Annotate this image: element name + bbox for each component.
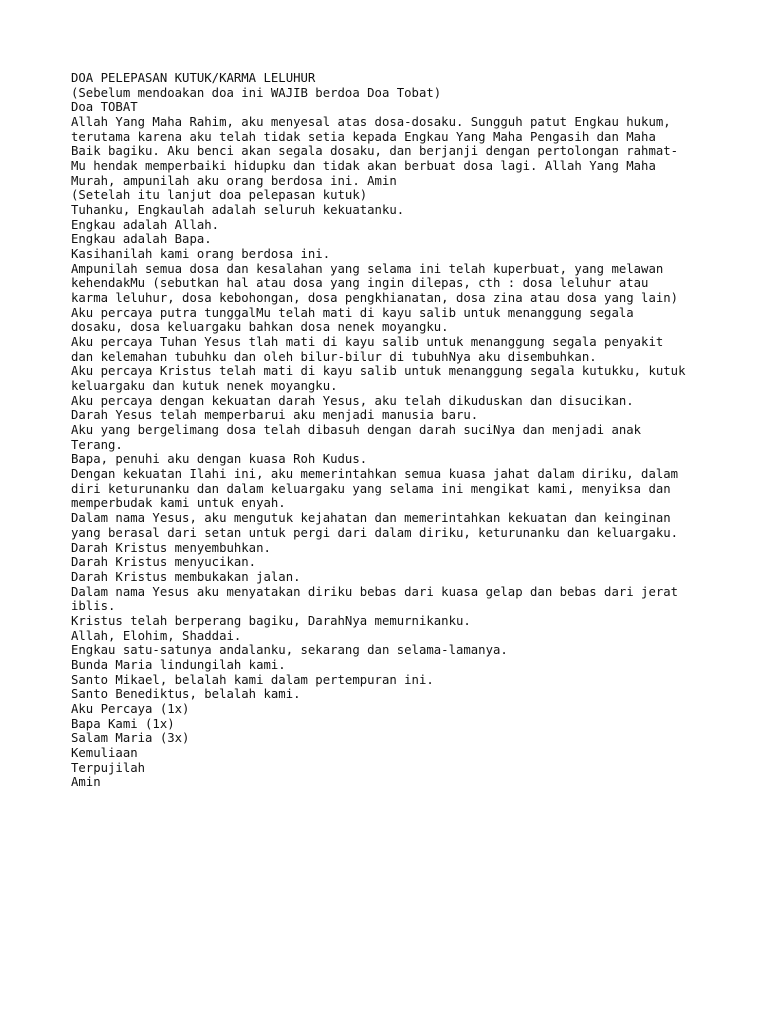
- document-line: Kristus telah berperang bagiku, DarahNya memurnikanku.: [71, 613, 471, 628]
- document-line: Darah Yesus telah memperbarui aku menjadi manusia baru.: [71, 408, 479, 423]
- document-line: Santo Benediktus, belalah kami.: [71, 687, 301, 702]
- document-line: Baik bagiku. Aku benci akan segala dosaku, dan berjanji dengan pertolongan rahmat-: [71, 144, 679, 159]
- document-line: Aku yang bergelimang dosa telah dibasuh dengan darah suciNya dan menjadi anak: [71, 423, 642, 438]
- document-line: (Setelah itu lanjut doa pelepasan kutuk): [71, 188, 368, 203]
- document-line: Darah Kristus menyucikan.: [71, 555, 257, 570]
- document-line: iblis.: [71, 599, 116, 614]
- section-heading: Doa TOBAT: [71, 100, 138, 115]
- document-line: Dengan kekuatan Ilahi ini, aku memerintahkan semua kuasa jahat dalam diriku, dalam: [71, 467, 679, 482]
- document-line: Terpujilah: [71, 760, 146, 775]
- document-line: Murah, ampunilah aku orang berdosa ini. Amin: [71, 173, 397, 188]
- document-line: Allah Yang Maha Rahim, aku menyesal atas dosa-dosaku. Sungguh patut Engkau hukum,: [71, 115, 671, 130]
- document-line: keluargaku dan kutuk nenek moyangku.: [71, 379, 338, 394]
- document-line: Aku percaya Tuhan Yesus tlah mati di kayu salib untuk menanggung segala penyakit: [71, 335, 664, 350]
- document-line: Darah Kristus menyembuhkan.: [71, 540, 271, 555]
- document-line: Engkau satu-satunya andalanku, sekarang dan selama-lamanya.: [71, 643, 508, 658]
- document-line: Engkau adalah Allah.: [71, 217, 220, 232]
- document-line: Aku percaya putra tunggalMu telah mati di kayu salib untuk menanggung segala: [71, 305, 634, 320]
- document-line: Amin: [71, 775, 101, 790]
- document-line: Salam Maria (3x): [71, 731, 190, 746]
- document-line: Tuhanku, Engkaulah adalah seluruh kekuatanku.: [71, 203, 405, 218]
- document-line: Ampunilah semua dosa dan kesalahan yang selama ini telah kuperbuat, yang melawan: [71, 261, 664, 276]
- document-line: dan kelemahan tubuhku dan oleh bilur-bilur di tubuhNya aku disembuhkan.: [71, 349, 597, 364]
- document-line: dosaku, dosa keluargaku bahkan dosa nenek moyangku.: [71, 320, 449, 335]
- document-page: [71, 71, 731, 790]
- document-line: Mu hendak memperbaiki hidupku dan tidak akan berbuat dosa lagi. Allah Yang Maha: [71, 159, 656, 174]
- document-title: DOA PELEPASAN KUTUK/KARMA LELUHUR: [71, 71, 316, 85]
- document-line: Darah Kristus membukakan jalan.: [71, 569, 301, 584]
- document-line: Dalam nama Yesus aku menyatakan diriku bebas dari kuasa gelap dan bebas dari jerat: [71, 584, 679, 599]
- document-line: Bunda Maria lindungilah kami.: [71, 657, 286, 672]
- document-line: Dalam nama Yesus, aku mengutuk kejahatan dan memerintahkan kekuatan dan keinginan: [71, 511, 671, 526]
- document-line: diri keturunanku dan dalam keluargaku yang selama ini mengikat kami, menyiksa dan: [71, 481, 671, 496]
- document-line: karma leluhur, dosa kebohongan, dosa pengkhianatan, dosa zina atau dosa yang lain): [71, 291, 679, 306]
- document-line: memperbudak kami untuk enyah.: [71, 496, 286, 511]
- document-line: Aku percaya dengan kekuatan darah Yesus, aku telah dikuduskan dan disucikan.: [71, 393, 634, 408]
- document-line: kehendakMu (sebutkan hal atau dosa yang ingin dilepas, cth : dosa leluhur atau: [71, 276, 649, 291]
- document-line: Kemuliaan: [71, 745, 138, 760]
- document-line: Santo Mikael, belalah kami dalam pertempuran ini.: [71, 672, 434, 687]
- document-line: Terang.: [71, 437, 123, 452]
- document-line: Bapa Kami (1x): [71, 716, 175, 731]
- document-line: Allah, Elohim, Shaddai.: [71, 628, 242, 643]
- document-line: Aku Percaya (1x): [71, 701, 190, 716]
- document-line: yang berasal dari setan untuk pergi dari dalam diriku, keturunanku dan keluargaku.: [71, 525, 679, 540]
- document-line: Bapa, penuhi aku dengan kuasa Roh Kudus.: [71, 452, 368, 467]
- document-line: terutama karena aku telah tidak setia kepada Engkau Yang Maha Pengasih dan Maha: [71, 129, 656, 144]
- document-line: Engkau adalah Bapa.: [71, 232, 212, 247]
- document-line: Aku percaya Kristus telah mati di kayu salib untuk menanggung segala kutukku, kutuk: [71, 364, 686, 379]
- document-line: Kasihanilah kami orang berdosa ini.: [71, 247, 331, 262]
- document-line: (Sebelum mendoakan doa ini WAJIB berdoa Doa Tobat): [71, 85, 442, 100]
